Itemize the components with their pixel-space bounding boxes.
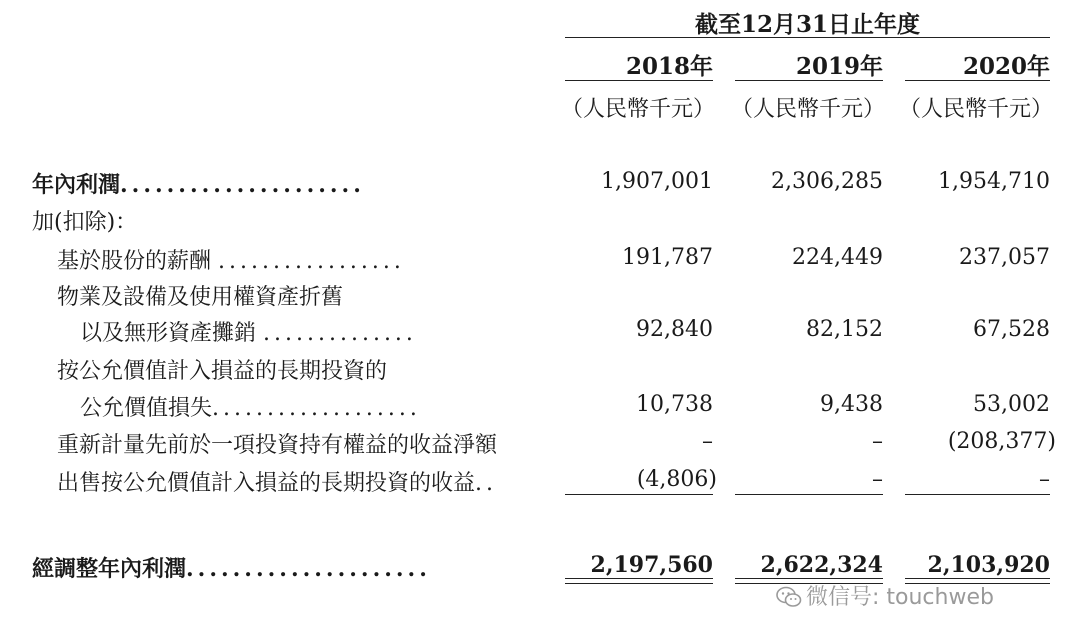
subtotal-rule [565,494,713,495]
total-cell: 2,197,560 [590,552,713,578]
table-cell: (208,377) [947,429,1056,454]
table-cell: 92,840 [636,317,713,342]
total-cell: 2,103,920 [927,552,1050,578]
row-label-amortization [80,316,417,347]
dot-leader: .............. [263,321,417,346]
table-cell: 10,738 [636,392,713,417]
row-label-text: 以及無形資產攤銷 [80,321,257,346]
row-label-text: 年內利潤 [32,172,121,198]
row-label-disposal-gain [57,466,497,497]
row-label-text: 出售按公允價值計入損益的長期投資的收益 [57,471,476,496]
dot-leader: ................. [218,249,405,274]
dot-leader: ................... [212,396,421,421]
year-header-2018: 2018年 [625,53,713,80]
row-label-profit [32,168,365,199]
row-label-depreciation: 物業及設備及使用權資產折舊 [57,285,344,310]
table-cell: 237,057 [959,245,1050,270]
row-label-text: 經調整年內利潤 [32,556,187,582]
row-label-share-comp [57,244,405,275]
table-cell: 2,306,285 [771,169,883,194]
year-rule-2020 [905,80,1050,81]
table-cell: – [702,429,713,454]
period-rule [565,37,1050,38]
year-header-2019: 2019年 [795,53,883,80]
total-cell: 2,622,324 [760,552,883,578]
year-rule-2019 [735,80,883,81]
wechat-icon [776,586,802,608]
table-cell: – [872,467,883,492]
table-cell: 191,787 [622,245,713,270]
table-cell: 67,528 [973,317,1050,342]
row-label-adjustments: 加(扣除)： [32,210,138,235]
row-label-text: 公允價值損失 [80,396,213,421]
row-label-remeasurement-gain: 重新計量先前於一項投資持有權益的收益淨額 [57,433,498,458]
row-label-adjusted-profit [32,552,431,583]
dot-leader: ..................... [120,172,365,198]
dot-leader: ..................... [186,556,431,582]
unit-label-2020: （人民幣千元） [899,97,1054,122]
unit-label-2019: （人民幣千元） [731,97,886,122]
table-cell: 1,954,710 [938,169,1050,194]
watermark [776,580,994,611]
row-label-fv-loss [80,391,421,422]
row-label-fv-investments: 按公允價值計入損益的長期投資的 [57,359,388,384]
watermark-text: 微信号: touchweb [806,585,994,610]
unit-label-2018: （人民幣千元） [561,97,716,122]
row-label-text: 基於股份的薪酬 [57,249,212,274]
year-rule-2018 [565,80,713,81]
subtotal-rule [905,494,1050,495]
table-cell: 9,438 [820,392,883,417]
table-cell: 1,907,001 [601,169,713,194]
total-double-rule [565,578,713,584]
table-cell: 82,152 [806,317,883,342]
table-cell: 224,449 [792,245,883,270]
dot-leader: .. [475,471,498,496]
table-cell: – [1039,467,1050,492]
subtotal-rule [735,494,883,495]
table-cell: – [872,429,883,454]
table-cell: (4,806) [636,467,717,492]
period-heading: 截至12月31日止年度 [694,11,920,38]
table-cell: 53,002 [973,392,1050,417]
year-header-2020: 2020年 [962,53,1050,80]
